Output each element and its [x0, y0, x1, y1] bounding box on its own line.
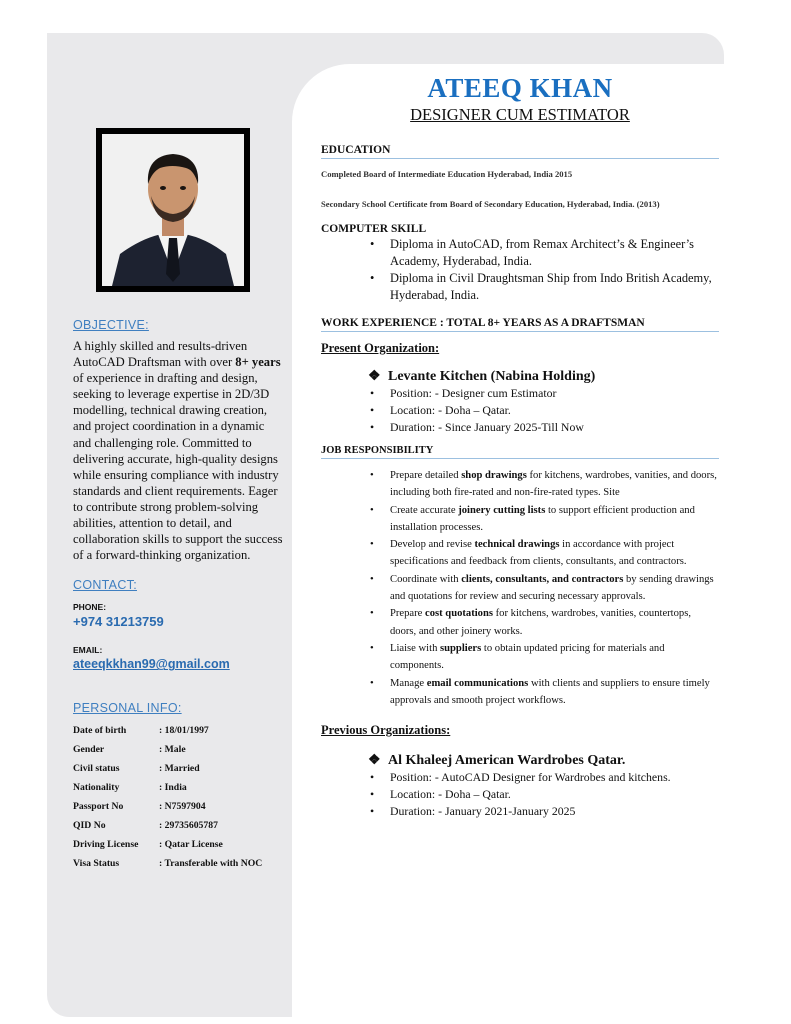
list-item: • Position: - AutoCAD Designer for Wardrobes and kitchens. [390, 769, 719, 786]
item-bold: email communications [426, 677, 529, 689]
item-text: in accordance with project specifications and feedback from clients, consultants, and contractors. [390, 539, 687, 568]
present-details-list [390, 385, 719, 436]
email-link[interactable]: ateeqkkhan99@gmail.com [73, 657, 230, 672]
info-value: : 18/01/1997 [159, 725, 209, 737]
info-label: Passport No [73, 801, 124, 813]
present-organization-heading: Present Organization: [321, 341, 440, 355]
education-heading: EDUCATION [321, 144, 719, 159]
item-bold: shop drawings [461, 470, 527, 481]
item-text: to obtain updated pricing for materials and components. [390, 642, 665, 672]
info-row [73, 816, 283, 835]
list-item [390, 536, 719, 571]
info-label: Visa Status [73, 858, 120, 870]
phone-number: +974 31213759 [73, 614, 164, 630]
candidate-name: ATEEQ KHAN [427, 73, 613, 103]
list-item: • Diploma in AutoCAD, from Remax Architect’s & Engineer’s Academy, Hyderabad, India. [390, 236, 719, 270]
objective-text [73, 338, 283, 563]
computer-skill-list [390, 236, 719, 304]
computer-skill-heading: COMPUTER SKILL [321, 223, 427, 235]
info-value: : Qatar License [159, 839, 223, 851]
item-text: Coordinate with [390, 573, 462, 585]
list-item [390, 640, 719, 675]
item-text: Develop and revise [390, 539, 475, 551]
item-text: by sending drawings and quotations for review and securing necessary approvals. [390, 573, 714, 603]
info-row [73, 778, 283, 797]
profile-photo-frame [96, 128, 250, 292]
info-value: : 29735605787 [159, 820, 218, 832]
previous-organizations-heading: Previous Organizations: [321, 723, 451, 738]
info-label: QID No [73, 820, 106, 832]
item-bold: technical drawings [474, 539, 560, 551]
present-company-name: Levante Kitchen (Nabina Holding) [388, 369, 596, 384]
item-text: to support efficient production and installation processes. [390, 504, 695, 533]
item-text: for kitchens, wardrobes, vanities, countertops, doors, and other joinery works. [390, 608, 691, 637]
info-row [73, 721, 283, 740]
list-item: • Duration: - Since January 2025-Till Now [390, 419, 719, 436]
objective-heading: OBJECTIVE: [73, 318, 149, 332]
previous-company [321, 752, 719, 769]
main-content [321, 72, 719, 820]
info-label: Nationality [73, 782, 120, 794]
previous-company-name: Al Khaleej American Wardrobes Qatar. [388, 753, 626, 769]
info-row [73, 854, 283, 873]
job-responsibility-heading: JOB RESPONSIBILITY [321, 445, 719, 459]
info-row [73, 797, 283, 816]
present-company [321, 368, 719, 385]
diamond-bullet-icon: ❖ [368, 369, 381, 384]
list-item [390, 502, 719, 537]
list-item [390, 675, 719, 710]
email-label: EMAIL: [73, 645, 103, 656]
objective-text-bold: 8+ years [235, 355, 281, 370]
info-value: : Male [159, 744, 186, 756]
item-text: Prepare [390, 608, 425, 620]
info-value: : Married [159, 763, 200, 775]
item-text: Liaise with [390, 642, 441, 654]
phone-label: PHONE: [73, 602, 107, 613]
info-label: Date of birth [73, 725, 127, 737]
item-bold: suppliers [440, 642, 482, 654]
item-text: with clients and suppliers to ensure timely approvals and smooth project workflows. [390, 677, 710, 706]
list-item: • Duration: - January 2021-January 2025 [390, 803, 719, 820]
list-item: • Position: - Designer cum Estimator [390, 385, 719, 402]
info-label: Civil status [73, 763, 120, 775]
candidate-role: DESIGNER CUM ESTIMATOR [410, 105, 630, 124]
info-label: Gender [73, 744, 105, 756]
sidebar [73, 318, 283, 873]
responsibility-list [390, 467, 719, 709]
info-row [73, 835, 283, 854]
info-value: : N7597904 [159, 801, 206, 813]
item-text: for kitchens, wardrobes, vanities, and doors, including both fire-rated and non-fire-rated types. Site [390, 470, 717, 499]
previous-details-list [390, 769, 719, 820]
education-item: Completed Board of Intermediate Education Hyderabad, India 2015 [321, 169, 573, 179]
item-bold: cost quotations [425, 608, 493, 620]
item-bold: joinery cutting lists [458, 504, 546, 516]
info-row [73, 759, 283, 778]
item-text: Manage [390, 677, 427, 689]
list-item: • Diploma in Civil Draughtsman Ship from Indo British Academy, Hyderabad, India. [390, 270, 719, 304]
objective-text-part: A highly skilled and results-driven AutoCAD Draftsman with over [73, 339, 248, 370]
list-item [390, 571, 719, 606]
info-label: Driving License [73, 839, 139, 851]
item-text: Create accurate [390, 504, 459, 516]
item-text: Prepare detailed [390, 470, 462, 481]
work-experience-heading: WORK EXPERIENCE : TOTAL 8+ YEARS AS A DRAFTSMAN [321, 317, 719, 332]
objective-text-part: of experience in drafting and design, seeking to leverage expertise in 2D/3D modelling, technical drawing creation, and project coordination in a dynamic and challenging role. Committed to delivering accurate, high-quality designs while ensuring compliance with industry standards and client requirements. Eager to contribute strong problem-solving abilities, attention to detail, and collaboration skills to support the success of a forward-thinking organization. [73, 371, 283, 563]
list-item [390, 605, 719, 640]
person-portrait-icon [102, 134, 244, 286]
personal-info-heading: PERSONAL INFO: [73, 701, 182, 716]
diamond-bullet-icon: ❖ [368, 753, 381, 769]
info-value: : India [159, 782, 187, 794]
list-item: • Location: - Doha – Qatar. [390, 786, 719, 803]
item-bold: clients, consultants, and contractors [461, 573, 624, 585]
list-item: • Location: - Doha – Qatar. [390, 402, 719, 419]
contact-heading: CONTACT: [73, 578, 137, 593]
profile-photo [102, 134, 244, 286]
personal-info-table [73, 721, 283, 873]
list-item [390, 467, 719, 502]
info-row [73, 740, 283, 759]
education-item: Secondary School Certificate from Board of Secondary Education, Hyderabad, India. (2013) [321, 199, 660, 209]
info-value: : Transferable with NOC [159, 858, 263, 870]
